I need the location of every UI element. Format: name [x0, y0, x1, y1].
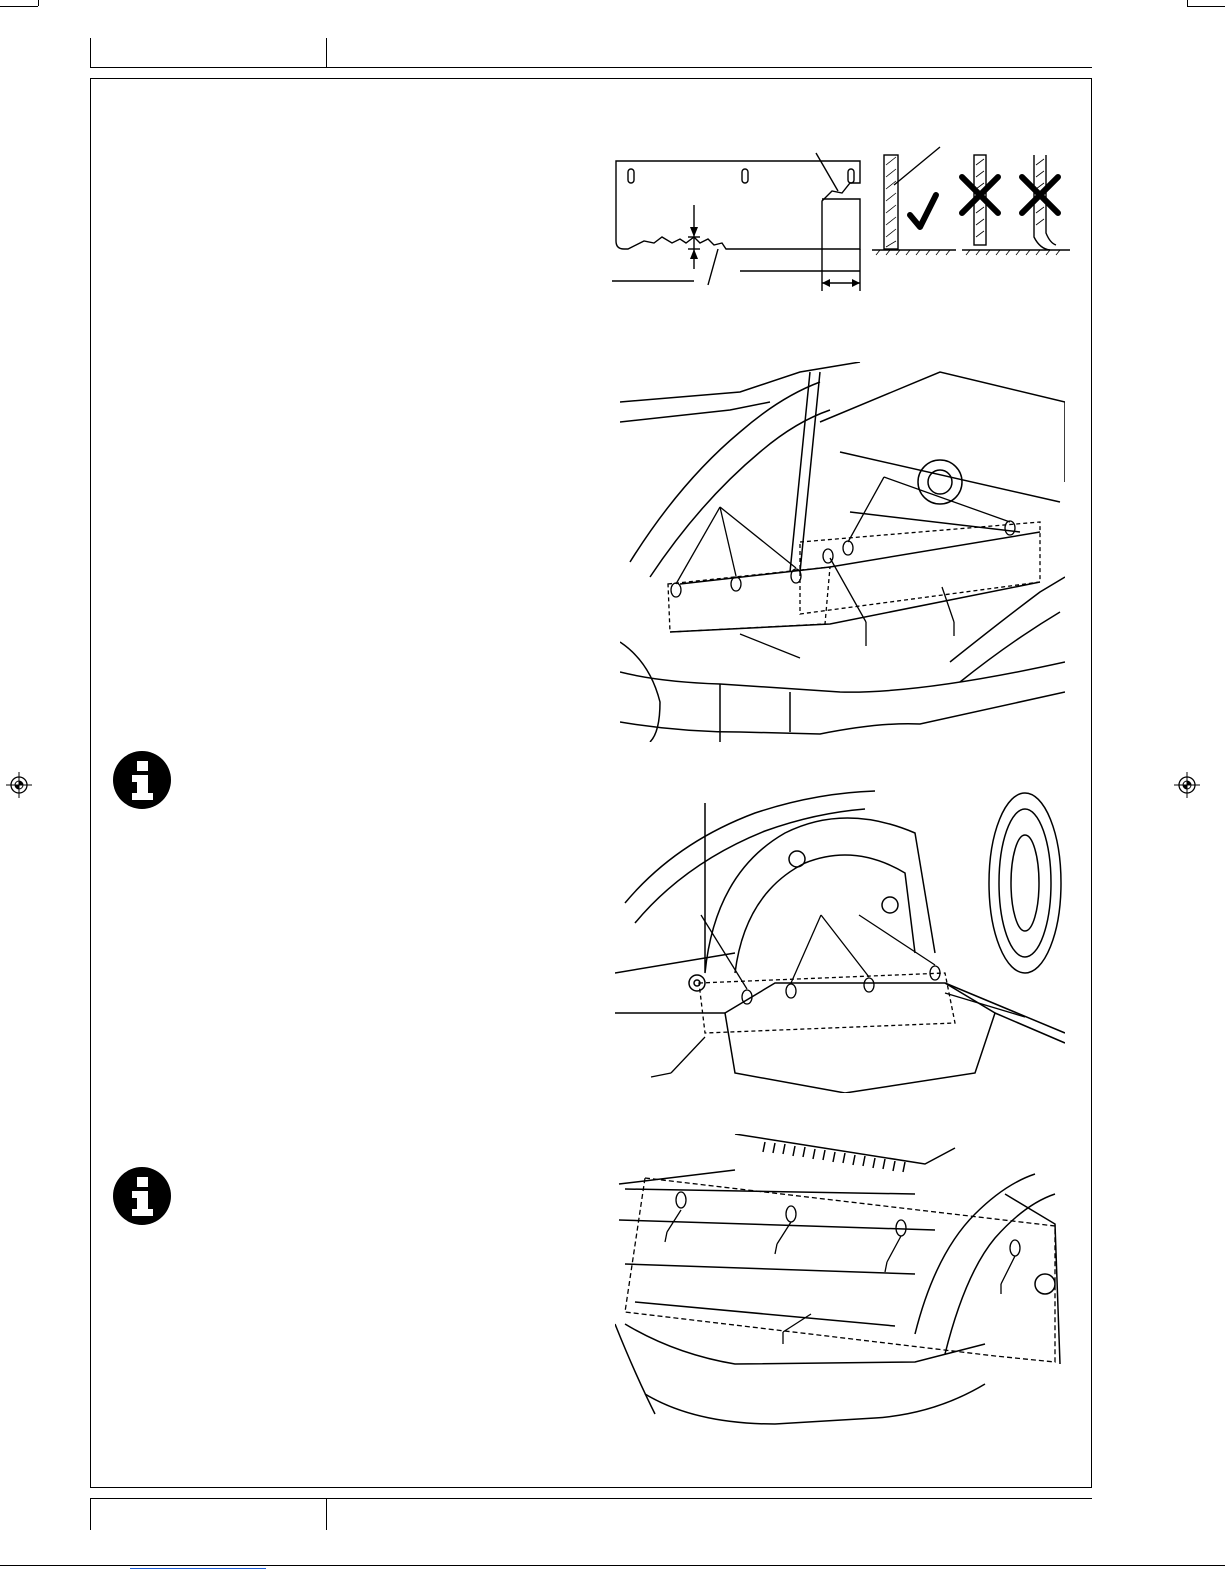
- crop-mark-top-right-v: [1187, 0, 1188, 6]
- footer-rule: [90, 1498, 1092, 1499]
- figure-blade-wear: [610, 145, 1070, 295]
- header-rule: [90, 67, 1092, 68]
- crop-mark-top-left-v: [38, 0, 39, 6]
- header-mid-divider: [326, 38, 327, 68]
- crop-mark-top-right-h: [1187, 6, 1225, 7]
- bottom-edge-rule: [0, 1565, 1225, 1566]
- footer-left-divider: [90, 1498, 91, 1530]
- check-icon: [910, 195, 936, 227]
- figure-squeegee-rear: [620, 362, 1065, 742]
- footer-mid-divider: [326, 1498, 327, 1530]
- cross-icon: [962, 177, 998, 213]
- crop-mark-top-left-h: [0, 6, 38, 7]
- header-left-divider: [90, 38, 91, 68]
- info-icon: [112, 1166, 172, 1226]
- registration-mark-icon: [6, 772, 32, 798]
- info-icon: [112, 750, 172, 810]
- figure-squeegee-side: [615, 1134, 1065, 1444]
- registration-mark-icon: [1174, 772, 1200, 798]
- cross-icon: [1022, 177, 1058, 213]
- link-underline[interactable]: [130, 1568, 266, 1569]
- figure-squeegee-front: [615, 773, 1065, 1093]
